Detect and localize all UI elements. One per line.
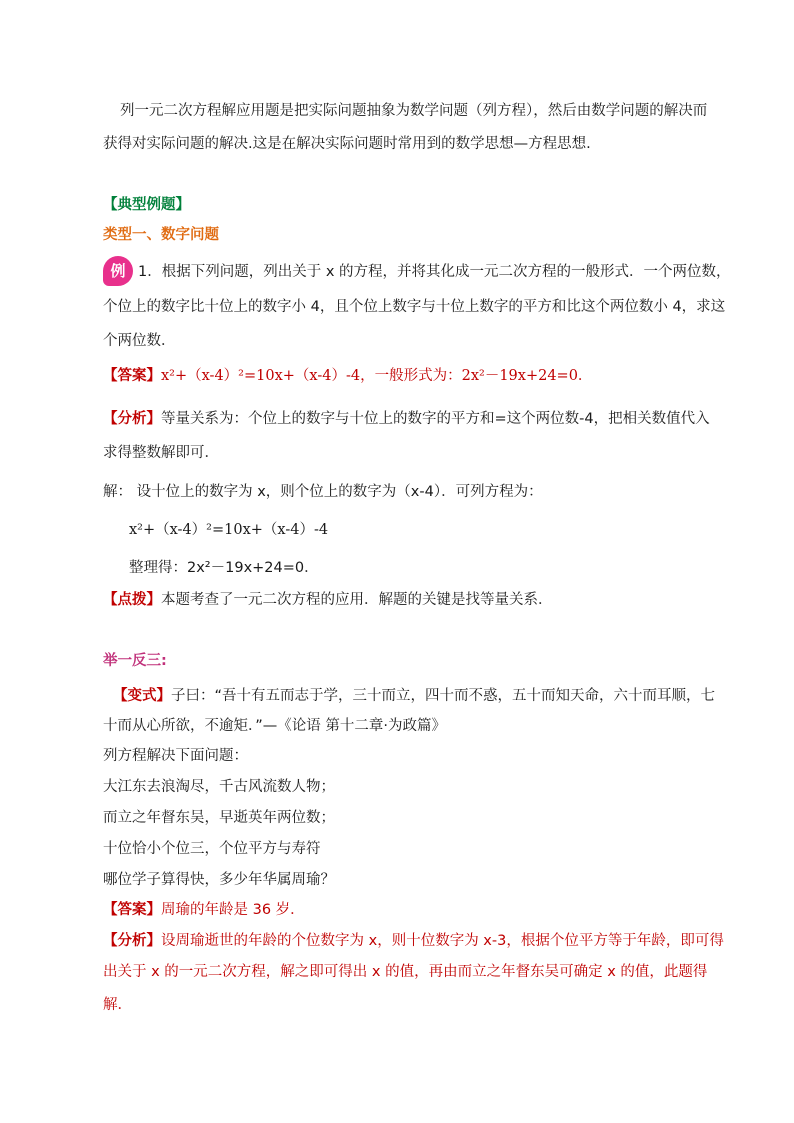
example-badge-icon xyxy=(103,256,133,286)
analysis1-row xyxy=(103,409,710,429)
poem-line: 列方程解决下面问题： xyxy=(103,748,248,764)
section-title: 【典型例题】 xyxy=(103,197,190,213)
analysis1-line-2: 求得整数解即可． xyxy=(103,445,219,461)
answer1-row xyxy=(103,366,592,386)
answer2-label: 【答案】 xyxy=(103,902,161,918)
analysis1-label: 【分析】 xyxy=(103,411,161,427)
solution-line-3: 整理得：2x²－19x+24=0． xyxy=(129,560,319,576)
analysis2-line-3: 解． xyxy=(103,997,132,1013)
tip1-label: 【点拨】 xyxy=(103,592,161,608)
analysis2-line-1: 设周瑜逝世的年龄的个位数字为 x，则十位数字为 x-3，根据个位平方等于年龄，即可得 xyxy=(161,933,724,949)
example-badge-label: 例 xyxy=(110,262,126,280)
answer2-row xyxy=(103,900,305,920)
tip1-row xyxy=(103,590,553,610)
answer2-text: 周瑜的年龄是 36 岁． xyxy=(161,902,305,918)
type1-title: 类型一、数字问题 xyxy=(103,227,219,243)
analysis2-label: 【分析】 xyxy=(103,933,161,949)
solution-equation: x²+（x-4）²=10x+（x-4）-4 xyxy=(129,522,329,538)
variant-line-1: 子曰：“吾十有五而志于学，三十而立，四十而不惑，五十而知天命，六十而耳顺，七 xyxy=(171,688,716,704)
analysis1-line-1: 等量关系为：个位上的数字与十位上的数字的平方和=这个两位数-4，把相关数值代入 xyxy=(161,411,710,427)
question-line-2: 个位上的数字比十位上的数字小 4，且个位上数字与十位上数字的平方和比这个两位数小 4，求这 xyxy=(103,299,726,315)
practice-title: 举一反三: xyxy=(103,653,167,669)
tip1-text: 本题考查了一元二次方程的应用．解题的关键是找等量关系． xyxy=(161,592,553,608)
solution-line-1: 解： 设十位上的数字为 x，则个位上的数字为（x-4）．可列方程为： xyxy=(103,484,543,500)
poem-line: 而立之年督东吴，早逝英年两位数； xyxy=(103,810,335,826)
variant-line-2: 十而从心所欲，不逾矩．”—《论语 第十二章·为政篇》 xyxy=(103,718,446,734)
poem-line: 十位恰小个位三，个位平方与寿符 xyxy=(103,841,321,857)
question-line-1: 1．根据下列问题，列出关于 x 的方程，并将其化成一元二次方程的一般形式．一个两位数， xyxy=(138,264,731,280)
intro-line-1: 列一元二次方程解应用题是把实际问题抽象为数学问题（列方程），然后由数学问题的解决而 xyxy=(120,103,708,119)
analysis2-line-2: 出关于 x 的一元二次方程，解之即可得出 x 的值，再由而立之年督东吴可确定 x 的值，此题得 xyxy=(103,964,708,980)
poem-line: 哪位学子算得快，多少年华属周瑜？ xyxy=(103,872,335,888)
variant-row xyxy=(113,686,715,706)
intro-line-2: 获得对实际问题的解决.这是在解决实际问题时常用到的数学思想—方程思想. xyxy=(103,136,591,152)
answer1-label: 【答案】 xyxy=(103,368,161,384)
analysis2-row xyxy=(103,931,724,951)
poem-line: 大江东去浪淘尽，千古风流数人物； xyxy=(103,779,335,795)
variant-label: 【变式】 xyxy=(113,688,171,704)
question-line-3: 个两位数． xyxy=(103,333,176,349)
answer1-text: x²+（x-4）²=10x+（x-4）-4，一般形式为：2x²－19x+24=0． xyxy=(161,368,593,384)
